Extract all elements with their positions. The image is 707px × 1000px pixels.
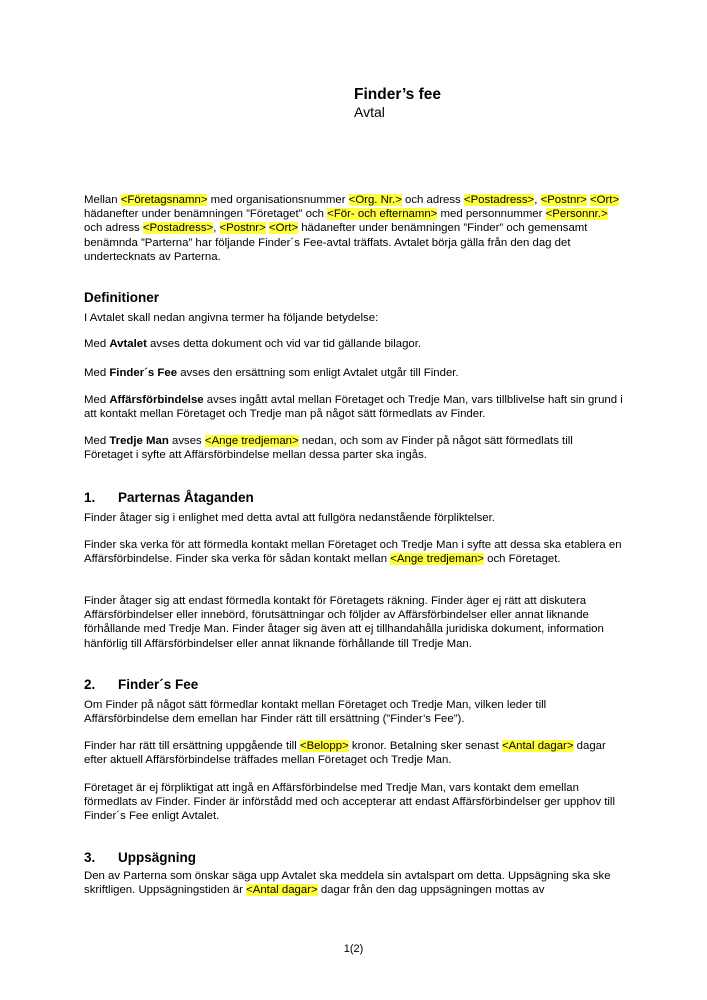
page-number: 1(2) bbox=[343, 943, 364, 955]
intro-text: med personnummer bbox=[437, 208, 546, 221]
section-heading-3 bbox=[84, 850, 196, 865]
section-number: 2. bbox=[84, 677, 96, 692]
field-number-of-days: <Antal dagar> bbox=[501, 740, 574, 752]
section-title: Finder´s Fee bbox=[118, 677, 199, 692]
definition-text: Med bbox=[84, 435, 110, 447]
document-title: Finder’s fee bbox=[354, 86, 441, 103]
definitions-lead: I Avtalet skall nedan angivna termer ha följande betydelse: bbox=[84, 312, 379, 324]
definition-text: avses bbox=[168, 435, 205, 447]
section2-paragraph: Om Finder på något sätt förmedlar kontakt mellan Företaget och Tredje Man, vilken leder till Affärsförbindelse dem emellan har Finder rätt till ersättning (”Finder’s Fee”). bbox=[84, 699, 547, 726]
definition-text: avses den ersättning som enligt Avtalet utgår till Finder. bbox=[177, 367, 459, 379]
field-number-of-days: <Antal dagar> bbox=[246, 884, 318, 897]
definition-item bbox=[84, 337, 624, 351]
field-postal-code: <Postnr> bbox=[219, 222, 266, 235]
document-subtitle: Avtal bbox=[354, 104, 385, 120]
definition-item bbox=[84, 434, 624, 462]
field-city: <Ort> bbox=[589, 194, 620, 206]
field-postal-address: <Postadress> bbox=[463, 194, 535, 206]
section2-paragraph bbox=[84, 739, 624, 767]
section3-paragraph bbox=[84, 869, 624, 897]
definition-item bbox=[84, 393, 624, 421]
definition-text: avses detta dokument och vid var tid gällande bilagor. bbox=[146, 338, 422, 350]
section1-paragraph: Finder åtager sig att endast förmedla kontakt för Företagets räkning. Finder äger ej rätt att diskutera Affärsförbindelser eller innebörd, förutsättningar och följder av Affärsförbindelser eller annat liknande förhållande med Tredje Man. Finder åtager sig även att ej tillhandahålla juridiska dokument, information hänförlig till Affärsförbindelser eller annat liknande förhållande till Tredje Man. bbox=[84, 595, 604, 650]
definition-term: Tredje Man bbox=[109, 435, 169, 447]
paragraph-text: Den av Parterna som önskar säga upp Avtalet ska meddela sin avtalspart om detta. Uppsägning ska ske skriftligen. Uppsägningstiden är bbox=[84, 870, 611, 897]
field-company-name: <Företagsnamn> bbox=[120, 194, 208, 206]
definition-text: Med bbox=[84, 394, 110, 406]
paragraph-text: och Företaget. bbox=[483, 553, 561, 566]
section-heading-2 bbox=[84, 677, 198, 692]
field-postal-code: <Postnr> bbox=[540, 194, 587, 206]
field-city: <Ort> bbox=[268, 222, 299, 235]
section-title: Uppsägning bbox=[118, 850, 196, 865]
paragraph-text: dagar efter aktuell Affärsförbindelse träffades mellan Företaget och Tredje Man. bbox=[84, 740, 606, 767]
intro-text: , bbox=[534, 194, 541, 206]
definition-item bbox=[84, 366, 624, 380]
field-org-number: <Org. Nr.> bbox=[348, 194, 402, 206]
field-postal-address: <Postadress> bbox=[142, 222, 214, 235]
definition-text: Med bbox=[84, 338, 110, 350]
section-number: 1. bbox=[84, 490, 96, 505]
field-third-party: <Ange tredjeman> bbox=[390, 553, 484, 566]
intro-text: och adress bbox=[84, 222, 143, 235]
section-heading-1 bbox=[84, 490, 254, 505]
paragraph-text: Finder ska verka för att förmedla kontakt mellan Företaget och Tredje Man i syfte att dessa ska etablera en Affärsförbindelse. Finder ska verka för sådan kontakt mellan bbox=[84, 539, 622, 566]
section2-paragraph: Företaget är ej förpliktigat att ingå en Affärsförbindelse med Tredje Man, vars kontakt dem emellan förmedlats av Finder. Finder är införstådd med och accepterar att endast Affärsförbindelser ger upphov till Finder´s Fee enligt Avtalet. bbox=[84, 782, 615, 823]
definition-term: Finder´s Fee bbox=[109, 367, 178, 379]
intro-text: hädanefter under benämningen ”Finder” och gemensamt benämnda ”Parterna” har följande Finder´s Fee-avtal träffats. Avtalet börja gälla från den dag det undertecknats av Parterna. bbox=[84, 222, 588, 263]
section-number: 3. bbox=[84, 850, 96, 865]
paragraph-text: Finder har rätt till ersättning uppgående till bbox=[84, 740, 300, 752]
definition-text: avses ingått avtal mellan Företaget och Tredje Man, vars tillblivelse haft sin grund i att kontakt mellan Företaget och Tredje man på något sätt förmedlats av Finder. bbox=[84, 394, 623, 421]
intro-text: med organisationsnummer bbox=[207, 194, 349, 206]
field-amount: <Belopp> bbox=[299, 740, 349, 752]
intro-text: hädanefter under benämningen ”Företaget” och bbox=[84, 208, 328, 221]
section1-paragraph: Finder åtager sig i enlighet med detta avtal att fullgöra nedanstående förpliktelser. bbox=[84, 512, 495, 524]
definition-term: Avtalet bbox=[109, 338, 147, 350]
definitions-heading: Definitioner bbox=[84, 290, 160, 305]
field-full-name: <För- och efternamn> bbox=[327, 208, 438, 221]
intro-text: Mellan bbox=[84, 194, 121, 206]
definition-text: Med bbox=[84, 367, 110, 379]
intro-paragraph bbox=[84, 193, 624, 264]
definition-text: nedan, och som av Finder på något sätt förmedlats till Företaget i syfte att Affärsförbindelse mellan dessa parter ska ingås. bbox=[84, 435, 573, 462]
section1-paragraph bbox=[84, 538, 624, 566]
paragraph-text: dagar från den dag uppsägningen mottas av bbox=[317, 884, 545, 897]
intro-text: , bbox=[213, 222, 220, 235]
section-title: Parternas Åtaganden bbox=[118, 490, 254, 505]
field-third-party: <Ange tredjeman> bbox=[204, 435, 299, 447]
paragraph-text: kronor. Betalning sker senast bbox=[348, 740, 502, 752]
field-personal-number: <Personnr.> bbox=[545, 208, 608, 221]
intro-text: och adress bbox=[401, 194, 464, 206]
definition-term: Affärsförbindelse bbox=[109, 394, 204, 406]
